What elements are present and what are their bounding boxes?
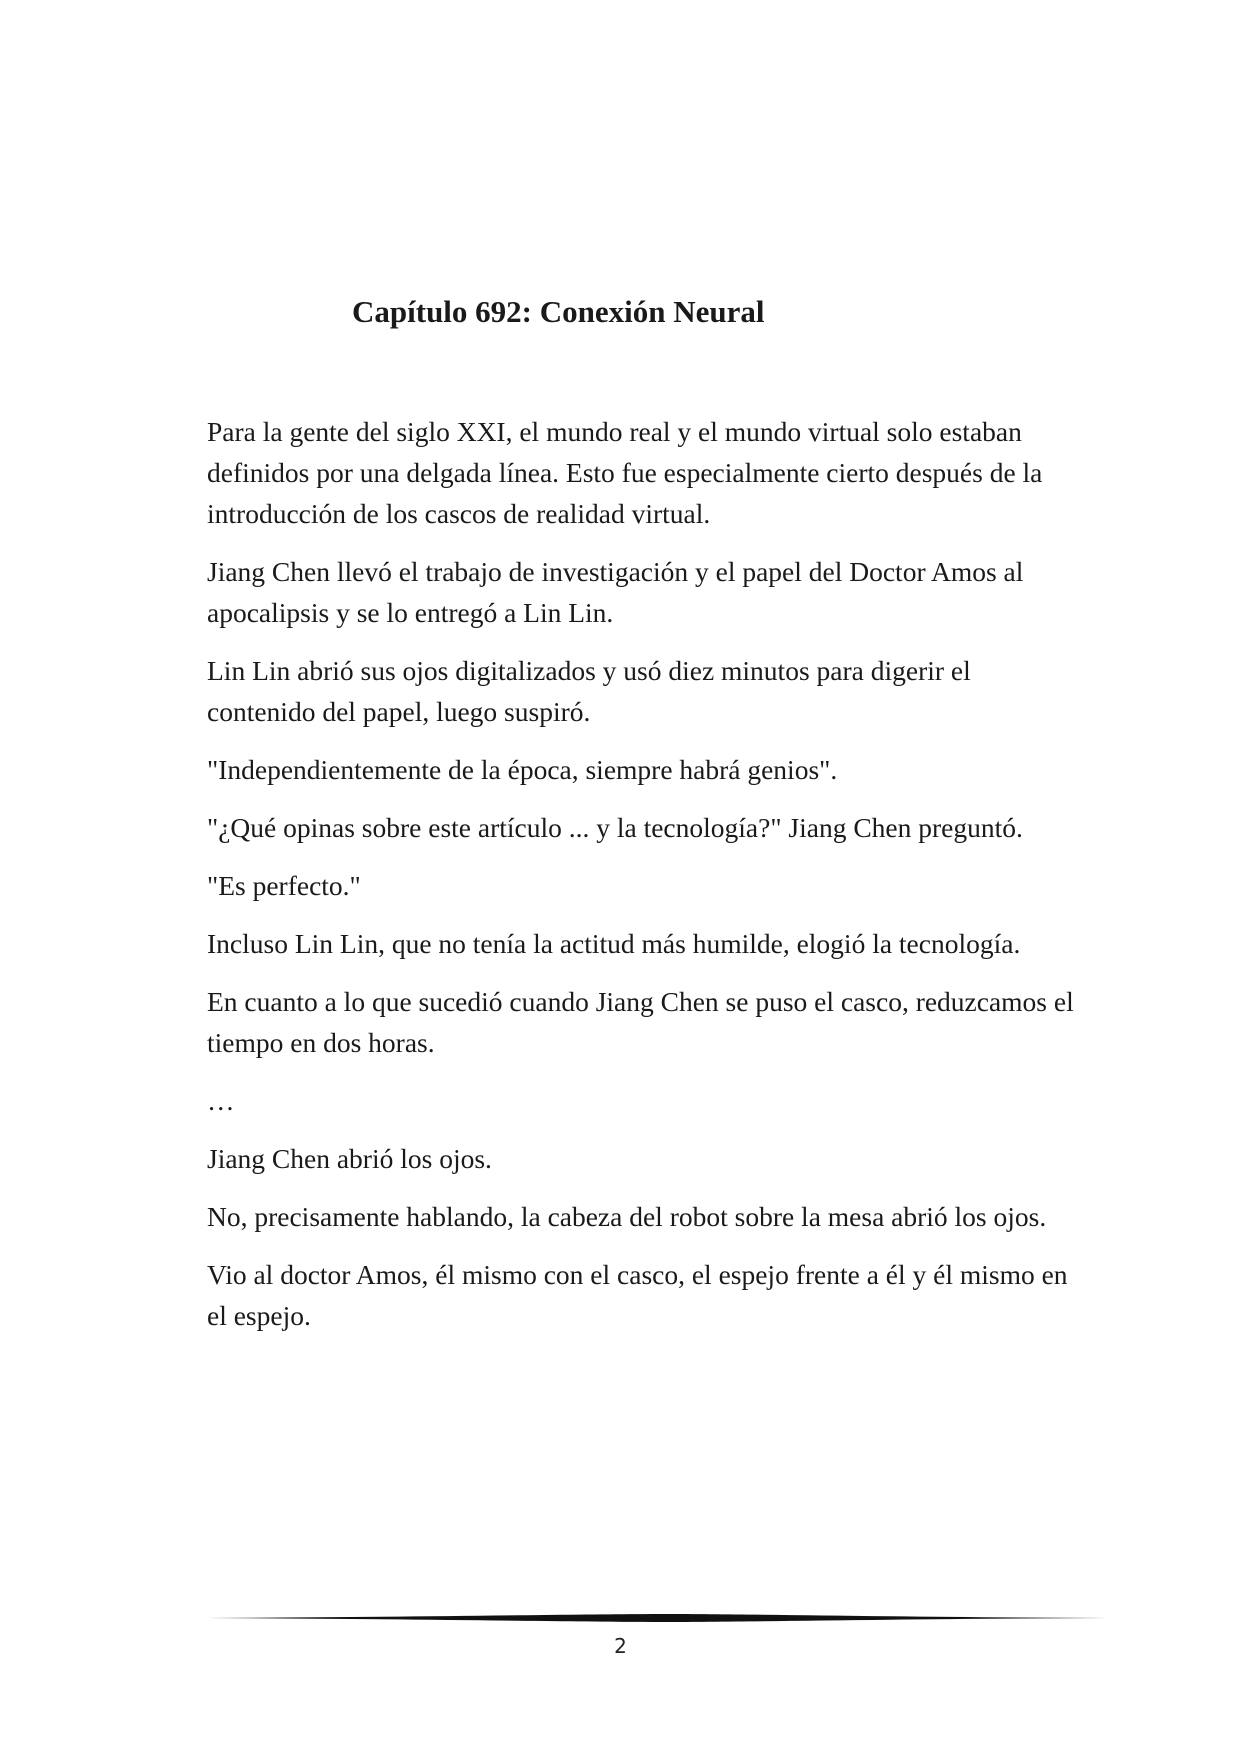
paragraph: Jiang Chen llevó el trabajo de investigación y el papel del Doctor Amos al apocalipsis y se lo entregó a Lin Lin. — [207, 556, 1024, 628]
chapter-title: Capítulo 692: Conexión Neural — [352, 294, 765, 329]
paragraph: Incluso Lin Lin, que no tenía la actitud más humilde, elogió la tecnología. — [207, 928, 1021, 959]
paragraph: Vio al doctor Amos, él mismo con el casco, el espejo frente a él y él mismo en el espejo. — [207, 1259, 1068, 1331]
paragraph: Para la gente del siglo XXI, el mundo real y el mundo virtual solo estaban definidos por una delgada línea. Esto fue especialmente cierto después de la introducción de los cascos de realidad virtual. — [207, 416, 1043, 529]
paragraph: Jiang Chen abrió los ojos. — [207, 1143, 492, 1174]
paragraph: En cuanto a lo que sucedió cuando Jiang Chen se puso el casco, reduzcamos el tiempo en dos horas. — [207, 986, 1074, 1058]
paragraph: "Independientemente de la época, siempre habrá genios". — [207, 754, 838, 785]
footer-divider — [207, 1611, 1107, 1625]
paragraph: "¿Qué opinas sobre este artículo ... y la tecnología?" Jiang Chen preguntó. — [207, 812, 1023, 843]
body-text — [207, 411, 1077, 1353]
page-number: 2 — [614, 1634, 627, 1658]
paragraph: No, precisamente hablando, la cabeza del robot sobre la mesa abrió los ojos. — [207, 1201, 1047, 1232]
paragraph: "Es perfecto." — [207, 870, 361, 901]
paragraph: Lin Lin abrió sus ojos digitalizados y usó diez minutos para digerir el contenido del papel, luego suspiró. — [207, 655, 971, 727]
paragraph-ellipsis: … — [207, 1085, 235, 1116]
